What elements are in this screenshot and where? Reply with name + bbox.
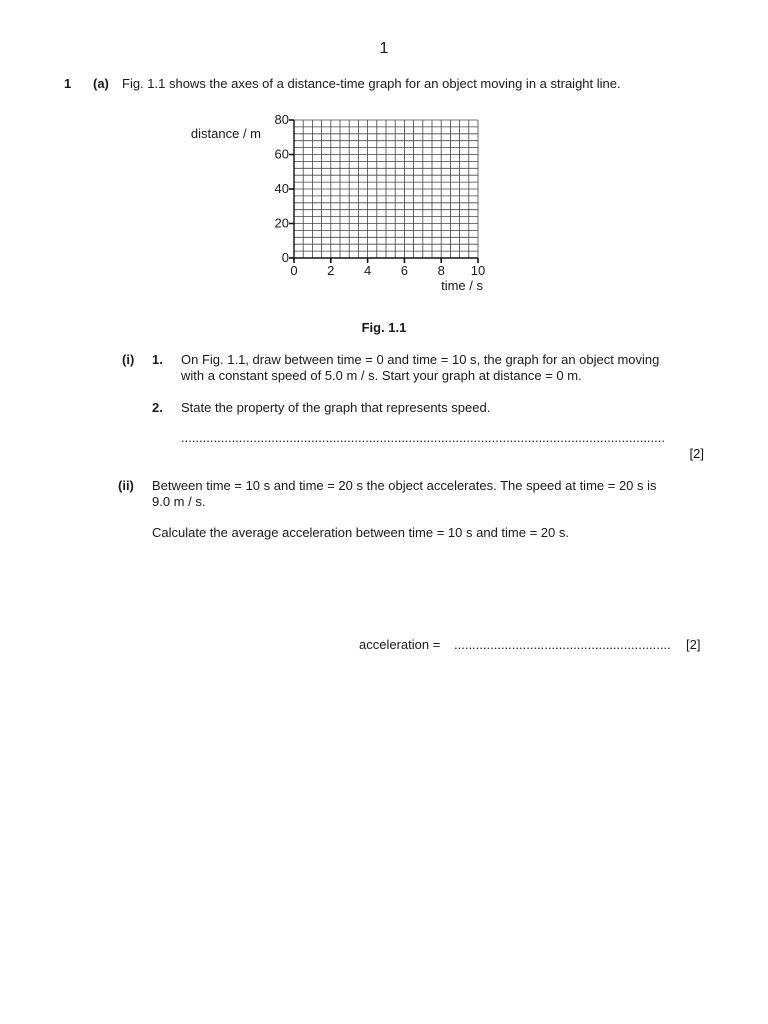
part-i-label: (i) [122,352,135,367]
y-tick-label: 40 [274,181,289,196]
question-number: 1 [64,76,72,91]
page-number: 1 [379,40,389,57]
x-tick-label: 0 [290,263,298,278]
distance-time-graph[interactable] [0,0,768,320]
acceleration-answer-line[interactable]: ............................................................ [454,637,671,652]
x-tick-label: 8 [437,263,445,278]
ticks [275,112,486,278]
part-ii-line-1: Between time = 10 s and time = 20 s the object accelerates. The speed at time = 20 s is [152,478,657,493]
y-tick-label: 60 [274,146,289,162]
part-ii-line-2: 9.0 m / s. [152,494,206,509]
part-a-label: (a) [93,76,109,91]
item-1-line-1: On Fig. 1.1, draw between time = 0 and time = 10 s, the graph for an object moving [181,352,660,367]
x-tick-label: 2 [327,263,335,278]
marks-i: [2] [689,446,704,461]
item-2-label: 2. [152,400,163,415]
figure-caption: Fig. 1.1 [361,320,407,335]
item-2-text: State the property of the graph that represents speed. [181,400,491,415]
acceleration-label: acceleration = [359,637,441,652]
x-tick-label: 4 [363,263,372,278]
answer-line-i[interactable]: ...................................................................................................................................... [181,430,665,445]
part-a-intro: Fig. 1.1 shows the axes of a distance-time graph for an object moving in a straight line. [122,76,621,91]
y-axis-label: distance / m [190,126,261,141]
marks-ii: [2] [686,637,701,652]
x-axis-label: time / s [441,278,483,293]
item-1-line-2: with a constant speed of 5.0 m / s. Start your graph at distance = 0 m. [181,368,582,383]
item-1-label: 1. [152,352,163,367]
x-tick-label: 6 [400,263,409,278]
y-tick-label: 20 [274,215,289,231]
y-tick-label: 80 [274,112,289,127]
x-tick-label: 10 [470,263,486,278]
y-tick-label: 0 [281,250,289,265]
part-ii-instruction: Calculate the average acceleration between time = 10 s and time = 20 s. [152,525,569,540]
grid [294,120,478,258]
part-ii-label: (ii) [118,478,134,493]
